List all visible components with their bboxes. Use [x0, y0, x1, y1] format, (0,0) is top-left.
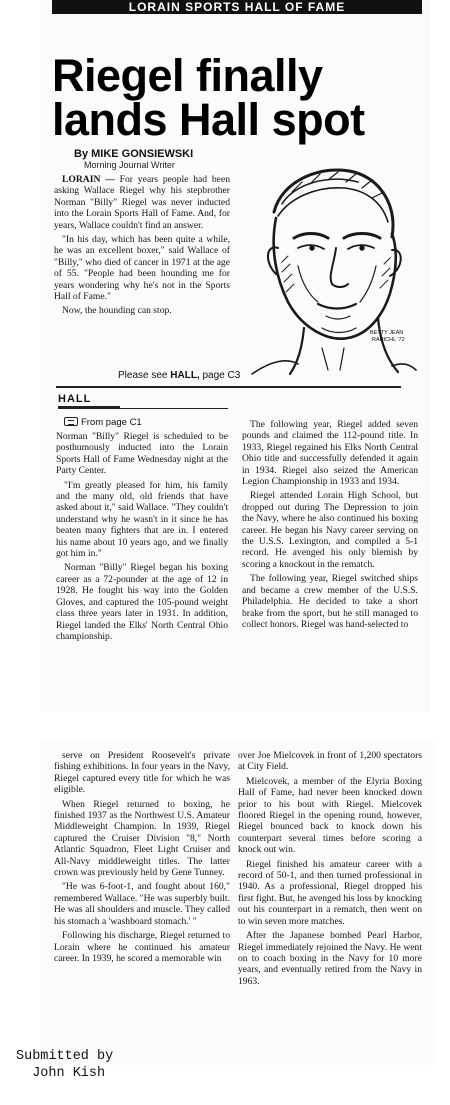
lede-paragraph: "In his day, which has been quite a while, he was an excellent boxer," said Wallace of "Billy," who died of cancer in 1971 at the age of 55. "People had been hounding me for years wondering why he's not in the Sports Hall of Fame.": [54, 234, 230, 303]
continued-target: HALL,: [170, 370, 200, 381]
byline-author: By MIKE GONSIEWSKI: [74, 148, 194, 160]
continued-reference: [118, 370, 240, 381]
jump-label: HALL: [58, 393, 92, 405]
from-page-text: From page C1: [81, 417, 142, 428]
section-divider: [56, 386, 401, 388]
continued-suffix: page C3: [202, 370, 241, 381]
story-paragraph: When Riegel returned to boxing, he finished 1937 as the Northwest U.S. Amateur Middleweight Champion. In 1939, Riegel captured the Cruiser Division "8," North Atlantic Squadron, Fleet Light Cruiser and All-Navy middleweight titles. The latter crown was previously held by Gene Tunney.: [54, 798, 230, 879]
jump-paragraph: "I'm greatly pleased for him, his family and the many old, old friends that have asked about it," said Wallace. "They couldn't understand why he wasn't in it since he has beaten many fighters that are in. I entered his name about 10 years ago, and we finally got him in.": [56, 479, 228, 560]
second-column-1: [54, 750, 230, 967]
pointing-hand-icon: [64, 417, 78, 426]
lede-paragraph: Now, the hounding can stop.: [62, 305, 172, 317]
story-paragraph: over Joe Mielcovek in front of 1,200 spectators at City Field.: [238, 750, 422, 773]
jump-paragraph: The following year, Riegel added seven pounds and claimed the 112-pound title. In 1933, Riegel regained his Elks North Central Ohio title and successfully defended it again in 1934. Riegel also seized the American Legion Championship in 1933 and 1934.: [242, 419, 418, 488]
headline-line-2: lands Hall spot: [52, 94, 365, 145]
boxer-portrait-sketch: [232, 152, 417, 377]
second-column-2: [238, 750, 422, 990]
lede-paragraph: [54, 174, 230, 231]
jump-paragraph: Riegel attended Lorain High School, but dropped out during The Depression to join the Navy, where he also continued his boxing career. He began his Navy career serving on the U.S.S. Lexington, and compiled a 5-1 record. He avenged his only blemish by scoring a knockout in the rematch.: [242, 490, 418, 570]
sketch-signature-line-1: BETTY JEAN: [370, 330, 404, 336]
story-paragraph: "He was 6-foot-1, and fought about 160," remembered Wallace. "He was superbly built. He was all shoulders and muscle. They called his stomach a 'washboard stomach.' ": [54, 881, 230, 927]
submitted-line-1: Submitted by: [16, 1049, 114, 1064]
jump-column-2: [242, 419, 418, 633]
story-paragraph: Riegel finished his amateur career with a record of 50-1, and then turned professional in 1940. As a professional, Riegel dropped his first fight. But, he avenged his loss by knocking out his counterpart in a rematch, then went on to win seven more matches.: [238, 858, 422, 927]
lede-text: For years people had been asking Wallace Riegel why his stepbrother Norman "Billy" Riegel was never inducted into the Lorain Sports Hall of Fame. And, for years, Wallace couldn't find an answer.: [54, 174, 230, 231]
story-paragraph: After the Japanese bombed Pearl Harbor, Riegel immediately rejoined the Navy. He went on to coach boxing in the Navy for 10 more years, and eventually retired from the Navy in 1963.: [238, 930, 422, 987]
continued-prefix: Please see: [118, 370, 168, 381]
jump-paragraph: The following year, Riegel switched ships and became a crew member of the U.S.S. Philadelphia. He decided to take a short brake from the sport, but he still managed to collect honors. Riegel was hand-selected to: [242, 573, 418, 630]
jump-column-1: [56, 431, 228, 645]
lede-column: [54, 174, 230, 320]
jump-column-rule: [58, 408, 228, 409]
headline-line-1: Riegel finally: [52, 50, 323, 101]
dateline: LORAIN —: [62, 174, 115, 185]
story-paragraph: Mielcovek, a member of the Elyria Boxing Hall of Fame, had never been knocked down prior to his bout with Riegel. Mielcovek floored Riegel in the opening round, however, Riegel bounced back to knock down his counterpart several times before scoring a knock out win.: [238, 775, 422, 856]
story-paragraph: serve on President Roosevelt's private fishing exhibitions. In four years in the Navy, Riegel captured every title for which he was eligible.: [54, 750, 230, 796]
story-paragraph: Following his discharge, Riegel returned to Lorain where he continued his amateur career. In 1939, he scored a memorable win: [54, 930, 230, 964]
from-page-reference: [64, 417, 142, 428]
sketch-signature-line-2: RANICHL '72: [372, 337, 405, 343]
jump-paragraph: Norman "Billy" Riegel is scheduled to be posthumously inducted into the Lorain Sports Hall of Fame Wednesday night at the Party Center.: [56, 431, 228, 477]
byline-title: Morning Journal Writer: [84, 160, 175, 170]
submitted-line-2: John Kish: [16, 1066, 106, 1081]
jump-paragraph: Norman "Billy" Riegel began his boxing career as a 72-pounder at the age of 12 in 1928. He fought his way into the Golden Gloves, and captured the 105-pound weight class three years later in 1931. In addition, Riegel landed the Elks' North Central Ohio championship.: [56, 562, 228, 642]
section-banner: LORAIN SPORTS HALL OF FAME: [52, 0, 422, 14]
headline: [52, 50, 432, 145]
submitted-by-note: [16, 1048, 113, 1082]
